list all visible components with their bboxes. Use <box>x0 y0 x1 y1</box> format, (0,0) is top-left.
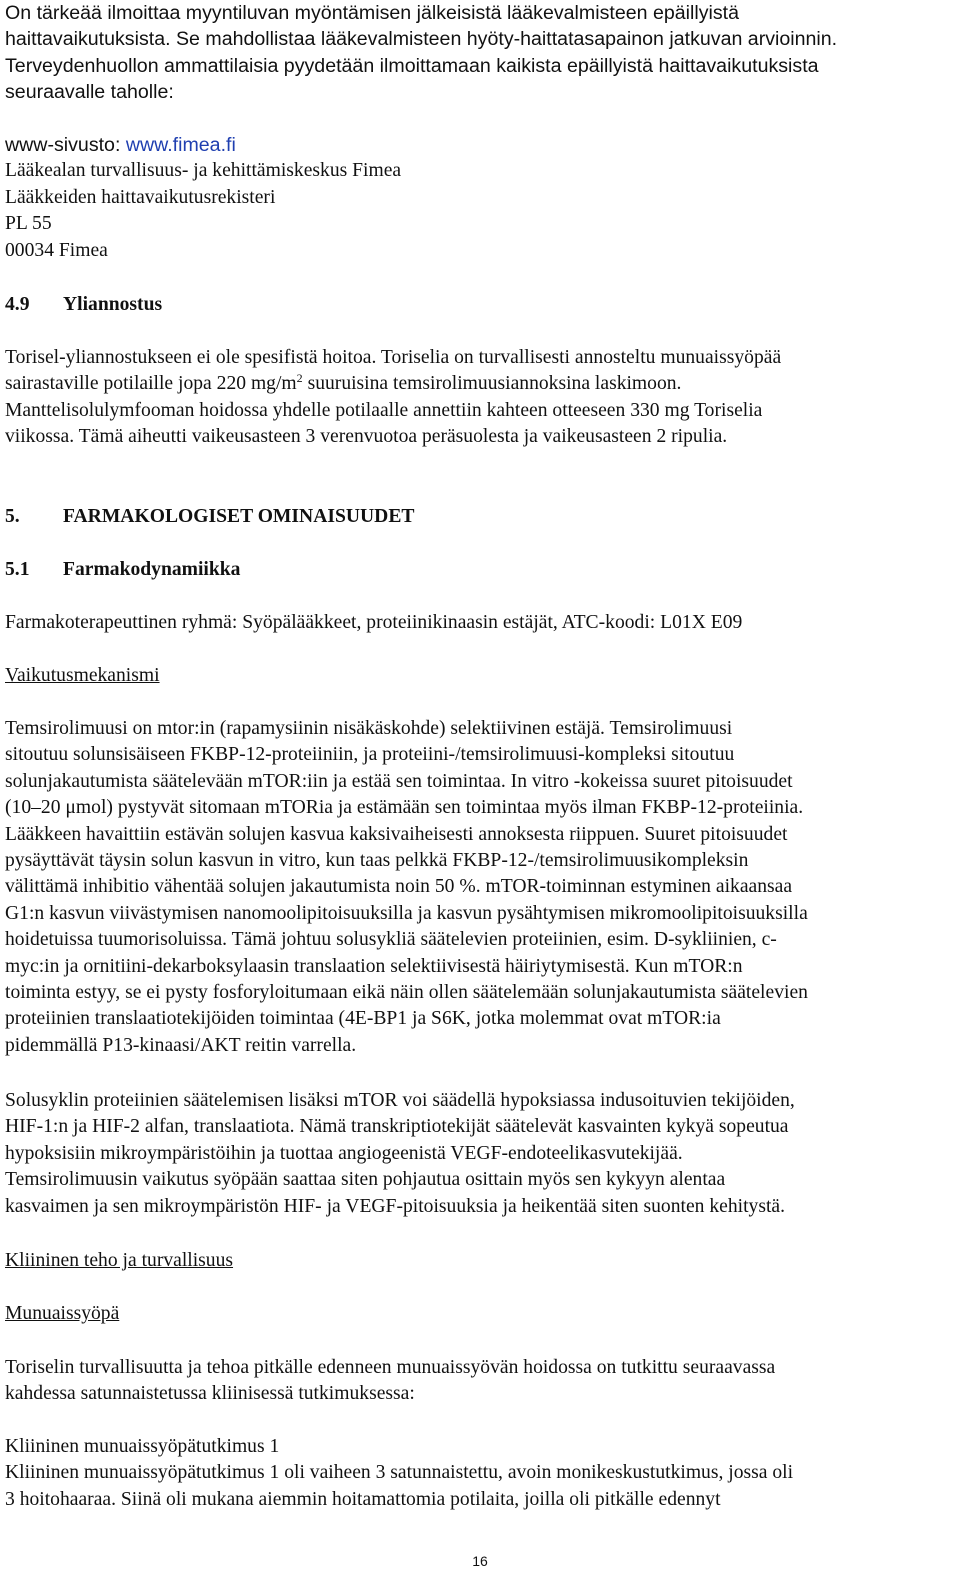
paragraph-line: (10–20 μmol) pystyvät sitomaan mTORia ja estämään sen toimintaa myös ilman FKBP-12-proteiinia. <box>5 797 804 819</box>
paragraph-line: 3 hoitohaaraa. Siinä oli mukana aiemmin hoitamattomia potilaita, joilla oli pitkälle edennyt <box>5 1488 721 1510</box>
contact-pobox: PL 55 <box>5 213 52 235</box>
study-block <box>5 1434 793 1513</box>
section-4-9-heading <box>5 292 162 318</box>
contact-postal: 00034 Fimea <box>5 239 108 261</box>
intro-line: Terveydenhuollon ammattilaisia pyydetään ilmoittamaan kaikista epäillyistä haittavaikutuksista <box>5 54 819 77</box>
paragraph-line: proteiinien translaatiotekijöiden toimintaa (4E-BP1 ja S6K, jotka molemmat ovat mTOR:ia <box>5 1008 721 1030</box>
section-5-1-heading <box>5 557 240 583</box>
paragraph-line: solunjakautumista säätelevään mTOR:iin ja estää sen toimintaa. In vitro -kokeissa suuret pitoisuudet <box>5 770 793 792</box>
paragraph-line: Toriselin turvallisuutta ja tehoa pitkälle edenneen munuaissyövän hoidossa on tutkittu seuraavassa <box>5 1357 776 1378</box>
cell-cycle-paragraph <box>5 1088 795 1220</box>
section-number: 5. <box>5 506 20 527</box>
contact-registry: Lääkkeiden haittavaikutusrekisteri <box>5 186 276 208</box>
pharmacotherapeutic-group: Farmakoterapeuttinen ryhmä: Syöpälääkkeet, proteiinikinaasin estäjät, ATC-koodi: L01X E09 <box>5 612 743 633</box>
reporting-intro <box>5 0 837 106</box>
paragraph-line: sitoutuu solunsisäiseen FKBP-12-proteiiniin, ja proteiini-/temsirolimuusi-kompleksi sitoutuu <box>5 744 735 766</box>
kidney-paragraph <box>5 1355 775 1408</box>
paragraph-line: Lääkkeen havaittiin estävän solujen kasvua kaksivaiheisesti annoksesta riippuen. Suuret pitoisuudet <box>5 823 788 845</box>
paragraph-line: kasvaimen ja sen mikroympäristön HIF- ja VEGF-pitoisuuksia ja heikentää siten suonten kehitystä. <box>5 1195 785 1217</box>
paragraph-line: kahdessa satunnaistetussa kliinisessä tutkimuksessa: <box>5 1383 415 1405</box>
paragraph-line: Solusyklin proteiinien säätelemisen lisäksi mTOR voi säädellä hypoksiassa indusoituvien tekijöiden, <box>5 1090 795 1111</box>
superscript: 2 <box>296 371 303 386</box>
mechanism-paragraph <box>5 716 808 1059</box>
section-number: 5.1 <box>5 559 30 580</box>
contact-org: Lääkealan turvallisuus- ja kehittämiskeskus Fimea <box>5 160 402 182</box>
paragraph-line: HIF-1:n ja HIF-2 alfan, translaatiota. Nämä transkriptiotekijät säätelevät kasvainten kykyä sopeutua <box>5 1116 789 1138</box>
paragraph-line: Temsirolimuusin vaikutus syöpään saattaa siten pohjautua osittain myös sen kykyyn alentaa <box>5 1169 726 1191</box>
intro-line: seuraavalle taholle: <box>5 81 174 104</box>
section-title: Farmakodynamiikka <box>63 559 241 580</box>
section-title: Yliannostus <box>63 294 163 315</box>
fimea-link[interactable]: www.fimea.fi <box>125 134 236 156</box>
paragraph-line: viikossa. Tämä aiheutti vaikeusasteen 3 verenvuotoa peräsuolesta ja vaikeusasteen 2 ripulia. <box>5 426 728 448</box>
paragraph-line: toiminta estyy, se ei pysty fosforyloitumaan eikä näin ollen säätelemään solunjakautumista säätelevien <box>5 982 808 1004</box>
section-title: FARMAKOLOGISET OMINAISUUDET <box>63 506 415 527</box>
paragraph-line: suuruisina temsirolimuusiannoksina laskimoon. <box>302 373 682 395</box>
paragraph-line: Manttelisolulymfooman hoidossa yhdelle potilaalle annettiin kahteen otteeseen 330 mg Toriselia <box>5 399 763 421</box>
paragraph-line: hoidetuissa tuumorisoluissa. Tämä johtuu solusykliä säätelevien proteiinien, esim. D-sykliinien, c- <box>5 929 777 951</box>
paragraph-line: pysäyttävät täysin solun kasvun in vitro, kun taas pelkkä FKBP-12-/temsirolimuusikompleksin <box>5 850 749 872</box>
paragraph-line: hypoksisiin mikroympäristöihin ja tuottaa angiogeenistä VEGF-endoteelikasvutekijää. <box>5 1142 683 1164</box>
paragraph-line: myc:in ja ornitiini-dekarboksylaasin translaation selektiivisestä häiriytymisestä. Kun mTOR:n <box>5 955 743 977</box>
page-number: 16 <box>472 1553 488 1569</box>
paragraph-line: sairastaville potilaille jopa 220 mg/m <box>5 373 297 395</box>
paragraph-line: G1:n kasvun viivästymisen nanomoolipitoisuuksilla ja kasvun pysähtymisen mikromoolipitoisuuksilla <box>5 902 808 924</box>
paragraph-line: Torisel-yliannostukseen ei ole spesifistä hoitoa. Toriselia on turvallisesti annosteltu munuaissyöpää <box>5 347 782 368</box>
web-label: www-sivusto: <box>5 134 126 156</box>
paragraph-line: välittämä inhibitio vähentää solujen jakautumista noin 50 %. mTOR-toiminnan estyminen aikaansaa <box>5 876 793 898</box>
study-title: Kliininen munuaissyöpätutkimus 1 <box>5 1436 280 1457</box>
section-5-heading <box>5 504 414 530</box>
paragraph-line: Temsirolimuusi on mtor:in (rapamysiinin nisäkäskohde) selektiivinen estäjä. Temsirolimuusi <box>5 718 733 739</box>
kidney-cancer-heading: Munuaissyöpä <box>5 1303 120 1324</box>
intro-line: On tärkeää ilmoittaa myyntiluvan myöntämisen jälkeisistä lääkevalmisteen epäillyistä <box>5 2 740 24</box>
section-number: 4.9 <box>5 294 30 315</box>
contact-block <box>5 132 401 264</box>
intro-line: haittavaikutuksista. Se mahdollistaa lääkevalmisteen hyöty-haittatasapainon jatkuvan arvioinnin. <box>5 28 838 51</box>
mechanism-heading: Vaikutusmekanismi <box>5 665 160 686</box>
paragraph-line: pidemmällä P13-kinaasi/AKT reitin varrella. <box>5 1034 357 1056</box>
paragraph-line: Kliininen munuaissyöpätutkimus 1 oli vaiheen 3 satunnaistettu, avoin monikeskustutkimus, jossa oli <box>5 1462 794 1484</box>
clinical-heading: Kliininen teho ja turvallisuus <box>5 1250 234 1271</box>
overdose-paragraph <box>5 345 781 451</box>
